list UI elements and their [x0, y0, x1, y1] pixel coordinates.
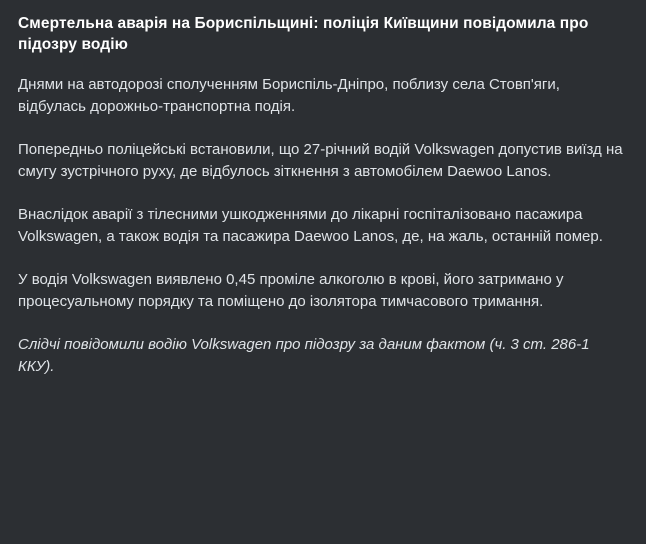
- article-paragraph: Внаслідок аварії з тілесними ушкодженнями до лікарні госпіталізовано пасажира Volkswagen, а також водія та пасажира Daewoo Lanos, де, на жаль, останній помер.: [18, 205, 603, 246]
- article-paragraph: Попередньо поліцейські встановили, що 27-річний водій Volkswagen допустив виїзд на смугу зустрічного руху, де відбулось зіткнення з автомобілем Daewoo Lanos.: [18, 140, 623, 181]
- article-paragraph-legal-note: Слідчі повідомили водію Volkswagen про підозру за даним фактом (ч. 3 ст. 286-1 ККУ).: [18, 335, 590, 376]
- article-paragraph: Днями на автодорозі сполученням Бориспіль-Дніпро, поблизу села Стовп'яги, відбулась дорожньо-транспортна подія.: [18, 75, 560, 116]
- article-paragraph: У водія Volkswagen виявлено 0,45 проміле алкоголю в крові, його затримано у процесуальному порядку та поміщено до ізолятора тимчасового тримання.: [18, 270, 564, 311]
- page-title: Смертельна аварія на Бориспільщині: поліція Київщини повідомила про підозру водію: [18, 15, 589, 53]
